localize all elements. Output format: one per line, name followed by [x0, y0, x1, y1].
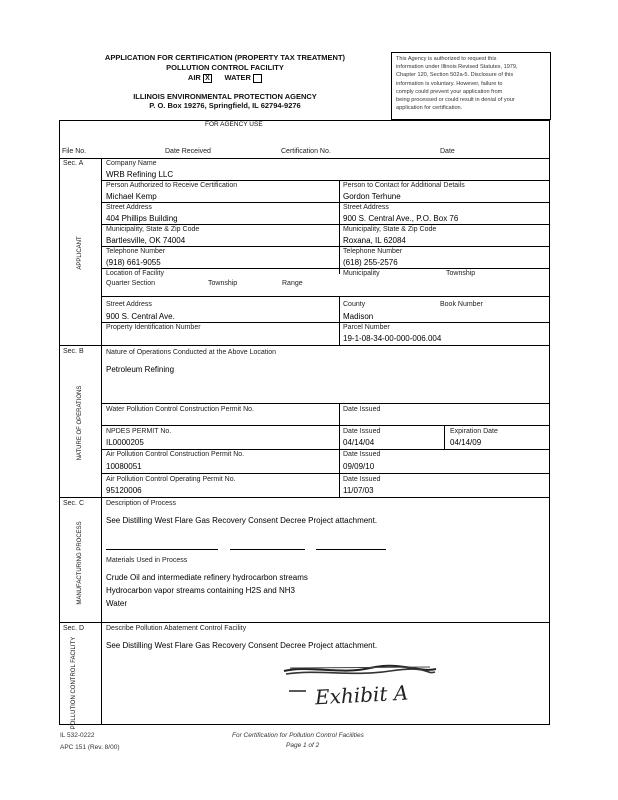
footer-title: For Certification for Pollution Control Facilities [232, 732, 364, 739]
materials-line: Water [106, 599, 128, 608]
nature-of-operations-value: Petroleum Refining [106, 365, 175, 374]
notice-line: Chapter 120, Section 502a-5. Disclosure of this [396, 72, 514, 79]
date-received-label: Date Received [165, 148, 211, 155]
person-authorized-label: Person Authorized to Receive Certification [106, 182, 238, 189]
location-label: Location of Facility [106, 270, 164, 277]
notice-line: This Agency is authorized to request this [396, 56, 497, 62]
street-label-3: Street Address [106, 301, 152, 308]
water-checkbox[interactable] [253, 74, 262, 83]
county-label: County [343, 301, 366, 308]
section-d-tag: Sec. D [63, 625, 85, 632]
agency-address: P. O. Box 19276, Springfield, IL 62794-9276 [149, 101, 301, 110]
expiration-date-value: 04/14/09 [450, 438, 482, 447]
air-label: AIR [187, 73, 201, 82]
notice-line: being processed or could result in denial of your [396, 97, 515, 104]
property-id-label: Property Identification Number [106, 324, 201, 331]
nature-of-operations-label: Nature of Operations Conducted at the Above Location [106, 349, 277, 356]
notice-line: information under Illinois Revised Statutes, 1979, [396, 64, 518, 71]
process-description-label: Description of Process [106, 500, 177, 507]
air-construction-date-label: Date Issued [343, 451, 381, 458]
parcel-number-value: 19-1-08-34-00-000-006.004 [343, 334, 442, 343]
county-value: Madison [343, 312, 374, 321]
phone-label-1: Telephone Number [106, 248, 166, 255]
parcel-number-label: Parcel Number [343, 324, 390, 331]
materials-label: Materials Used in Process [106, 557, 188, 564]
section-c-side-label: MANUFACTURING PROCESS [77, 521, 83, 605]
facility-description-label: Describe Pollution Abatement Control Facility [106, 625, 247, 632]
npdes-date-value: 04/14/04 [343, 438, 375, 447]
range-label: Range [282, 280, 303, 287]
materials-line: Hydrocarbon vapor streams containing H2S and NH3 [106, 586, 295, 595]
city-value-2: Roxana, IL 62084 [343, 236, 406, 245]
street-value-1: 404 Phillips Building [106, 214, 178, 223]
redaction-scribble [280, 663, 440, 681]
form-title-line1: APPLICATION FOR CERTIFICATION (PROPERTY TAX TREATMENT) [104, 53, 346, 62]
company-name-value: WRB Refining LLC [106, 170, 174, 179]
expiration-date-label: Expiration Date [450, 428, 498, 435]
agency-name: ILLINOIS ENVIRONMENTAL PROTECTION AGENCY [133, 92, 317, 101]
notice-line: application for certification. [396, 105, 463, 112]
section-a-tag: Sec. A [63, 160, 84, 167]
phone-value-1: (918) 661-9055 [106, 258, 161, 267]
air-construction-date-value: 09/09/10 [343, 462, 375, 471]
section-b-side-label: NATURE OF OPERATIONS [77, 385, 83, 461]
notice-line: comply could prevent your application from [396, 88, 503, 95]
air-operating-date-value: 11/07/03 [343, 486, 374, 495]
air-operating-date-label: Date Issued [343, 476, 381, 483]
company-name-label: Company Name [106, 160, 157, 167]
air-water-selection [70, 73, 380, 83]
air-construction-permit-value: 10080051 [106, 462, 142, 471]
phone-value-2: (618) 255-2576 [343, 258, 398, 267]
township-label: Township [208, 280, 238, 287]
phone-label-2: Telephone Number [343, 248, 403, 255]
file-no-label: File No. [62, 148, 87, 155]
township-label-2: Township [446, 270, 476, 277]
person-authorized-value: Michael Kemp [106, 192, 157, 201]
section-d-side-label: POLLUTION CONTROL FACILITY [71, 636, 77, 730]
street-value-2: 900 S. Central Ave., P.O. Box 76 [343, 214, 459, 223]
street-label-2: Street Address [343, 204, 389, 211]
handwriting-dash [288, 688, 308, 694]
section-c-tag: Sec. C [63, 500, 85, 507]
air-checkbox[interactable]: X [203, 74, 212, 83]
privacy-notice [391, 52, 551, 120]
city-label-2: Municipality, State & Zip Code [343, 226, 437, 233]
air-operating-permit-label: Air Pollution Control Operating Permit No. [106, 476, 236, 483]
book-number-label: Book Number [440, 301, 483, 308]
notice-line: information is voluntary. However, failure to [396, 80, 503, 87]
air-construction-permit-label: Air Pollution Control Construction Permit No. [106, 451, 245, 458]
facility-description-value: See Distilling West Flare Gas Recovery Consent Decree Project attachment. [106, 641, 378, 650]
apc-revision: APC 151 (Rev. 8/00) [60, 744, 120, 751]
npdes-permit-label: NPDES PERMIT No. [106, 428, 172, 435]
agency-use-title: FOR AGENCY USE [205, 121, 263, 128]
person-contact-value: Gordon Terhune [343, 192, 401, 201]
process-description-value: See Distilling West Flare Gas Recovery Consent Decree Project attachment. [106, 516, 378, 525]
quarter-section-label: Quarter Section [106, 280, 156, 287]
city-value-1: Bartlesville, OK 74004 [106, 236, 186, 245]
air-operating-permit-value: 95120006 [106, 486, 142, 495]
street-label-1: Street Address [106, 204, 152, 211]
npdes-date-label: Date Issued [343, 428, 381, 435]
form-title-line2: POLLUTION CONTROL FACILITY [166, 63, 284, 72]
npdes-permit-value: IL0000205 [106, 438, 144, 447]
water-permit-date-label: Date Issued [343, 406, 381, 413]
street-value-3: 900 S. Central Ave. [106, 312, 175, 321]
city-label-1: Municipality, State & Zip Code [106, 226, 200, 233]
water-permit-label: Water Pollution Control Construction Permit No. [106, 406, 254, 413]
certification-no-label: Certification No. [281, 148, 331, 155]
municipality-label: Municipality [343, 270, 380, 277]
page-number: Page 1 of 2 [286, 742, 320, 749]
form-number: IL 532-0222 [60, 732, 95, 739]
section-a-side-label: APPLICANT [77, 236, 83, 270]
section-b-tag: Sec. B [63, 348, 84, 355]
materials-line: Crude Oil and intermediate refinery hydrocarbon streams [106, 573, 308, 582]
water-label: WATER [224, 73, 251, 82]
person-contact-label: Person to Contact for Additional Details [343, 182, 465, 189]
date-label: Date [440, 148, 455, 155]
exhibit-handwriting: Exhibit A [314, 680, 409, 710]
